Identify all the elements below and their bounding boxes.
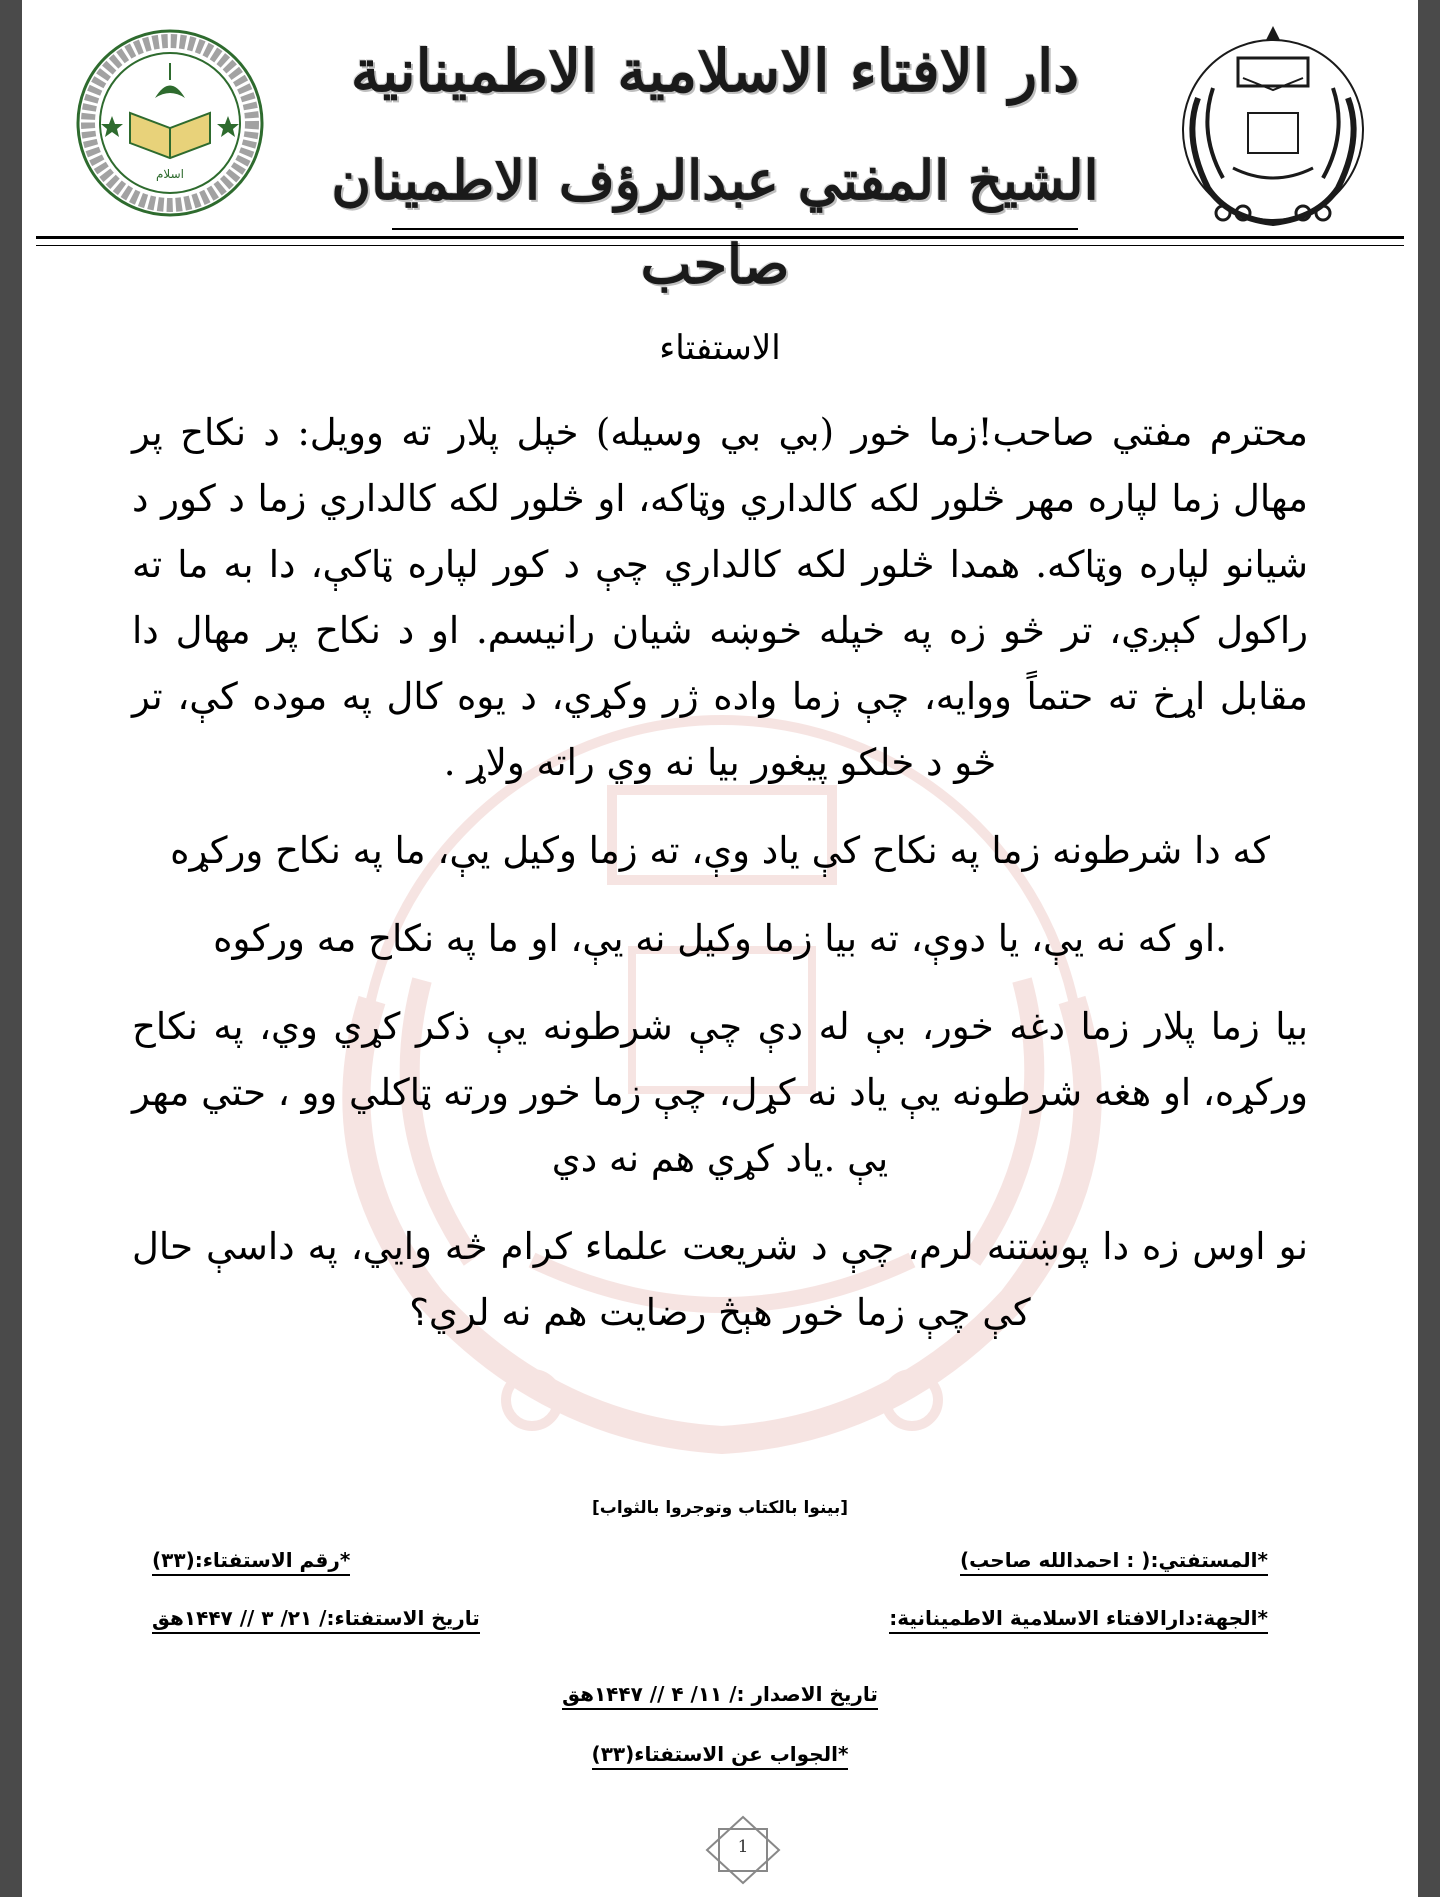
- document-page: [22, 0, 1418, 1897]
- istifta-date-field: تاريخ الاستفتاء:/ ٢١/ ٣ // ١۴۴٧هق: [152, 1606, 480, 1634]
- istifta-number-field: *رقم الاستفتاء:(٣٣): [152, 1548, 350, 1576]
- left-seal-logo: [70, 18, 270, 238]
- page-number: 1: [737, 1837, 749, 1857]
- mustafti-field: *المستفتي:( : احمدالله صاحب): [960, 1548, 1268, 1576]
- viewer-left-edge: [0, 0, 22, 1897]
- plea-line: [بينوا بالكتاب وتوجروا بالثواب]: [592, 1498, 848, 1518]
- question-paragraph-4: بيا زما پلار زما دغه خور، بې له دې چې شرطونه يې ذكر كړي وي، په نكاح وركړه، او هغه شرطونه يې ياد نه كړل، چې زما خور ورته ټاكلي وو ، حتي مهر يې .ياد كړي هم نه دي: [132, 1005, 1308, 1180]
- answer-reference-line: [22, 1742, 1418, 1766]
- issue-date-text: تاريخ الاصدار :/ ١١/ ۴ // ١۴۴٧هق: [562, 1682, 878, 1710]
- letterhead-subtitle: الشيخ المفتي عبدالرؤف الاطمينان صاحب: [331, 148, 1099, 296]
- letterhead-title: دار الافتاء الاسلامية الاطمينانية: [350, 37, 1080, 105]
- letterhead: [62, 8, 1378, 296]
- question-paragraph-5: نو اوس زه دا پوښتنه لرم، چې د شريعت علماء كرام څه وايي، په داسې حال كې چې زما خور هېڅ رضايت هم نه لري؟: [132, 1225, 1308, 1334]
- letterhead-underline: [392, 228, 1078, 230]
- issue-date-line: [22, 1682, 1418, 1706]
- question-paragraph-1: محترم مفتي صاحب!زما خور (بي بي وسيله) خپل پلار ته وويل: د نكاح پر مهال زما لپاره مهر څلور لكه كالداري وټاكه، او څلور لكه كالداري زما د كور د شيانو لپاره وټاكه. همدا څلور لكه كالداري چې د كور لپاره ټاكې، دا به ما ته راكول كېږي، تر څو زه په خپله خوښه شيان رانيسم. او د نكاح پر مهال دا مقابل اړخ ته حتماً ووايه، چې زما واده ژر وكړي، د يوه كال په موده كې، تر څو د خلكو پيغور بيا نه وي راته ولاړ .: [132, 411, 1308, 784]
- emirate-emblem-logo: [1168, 18, 1378, 238]
- document-heading: الاستفتاء: [659, 328, 781, 368]
- answer-reference-text: *الجواب عن الاستفتاء(٣٣): [592, 1742, 849, 1770]
- question-paragraph-2: كه دا شرطونه زما په نكاح كې ياد وې، ته زما وكيل يې، ما په نكاح وركړه: [170, 829, 1270, 872]
- jihat-field: *الجهة:دارالافتاء الاسلامية الاطمينانية:: [889, 1606, 1268, 1634]
- header-separator: [36, 236, 1404, 246]
- page-number-ornament: [705, 1815, 781, 1885]
- viewer-right-edge: [1418, 0, 1440, 1897]
- svg-text:اسلام: اسلام: [156, 167, 184, 181]
- istifta-body: [132, 320, 1308, 1368]
- question-paragraph-3: .او كه نه يې، يا دوې، ته بيا زما وكيل نه يې، او ما په نكاح مه وركوه: [213, 917, 1227, 960]
